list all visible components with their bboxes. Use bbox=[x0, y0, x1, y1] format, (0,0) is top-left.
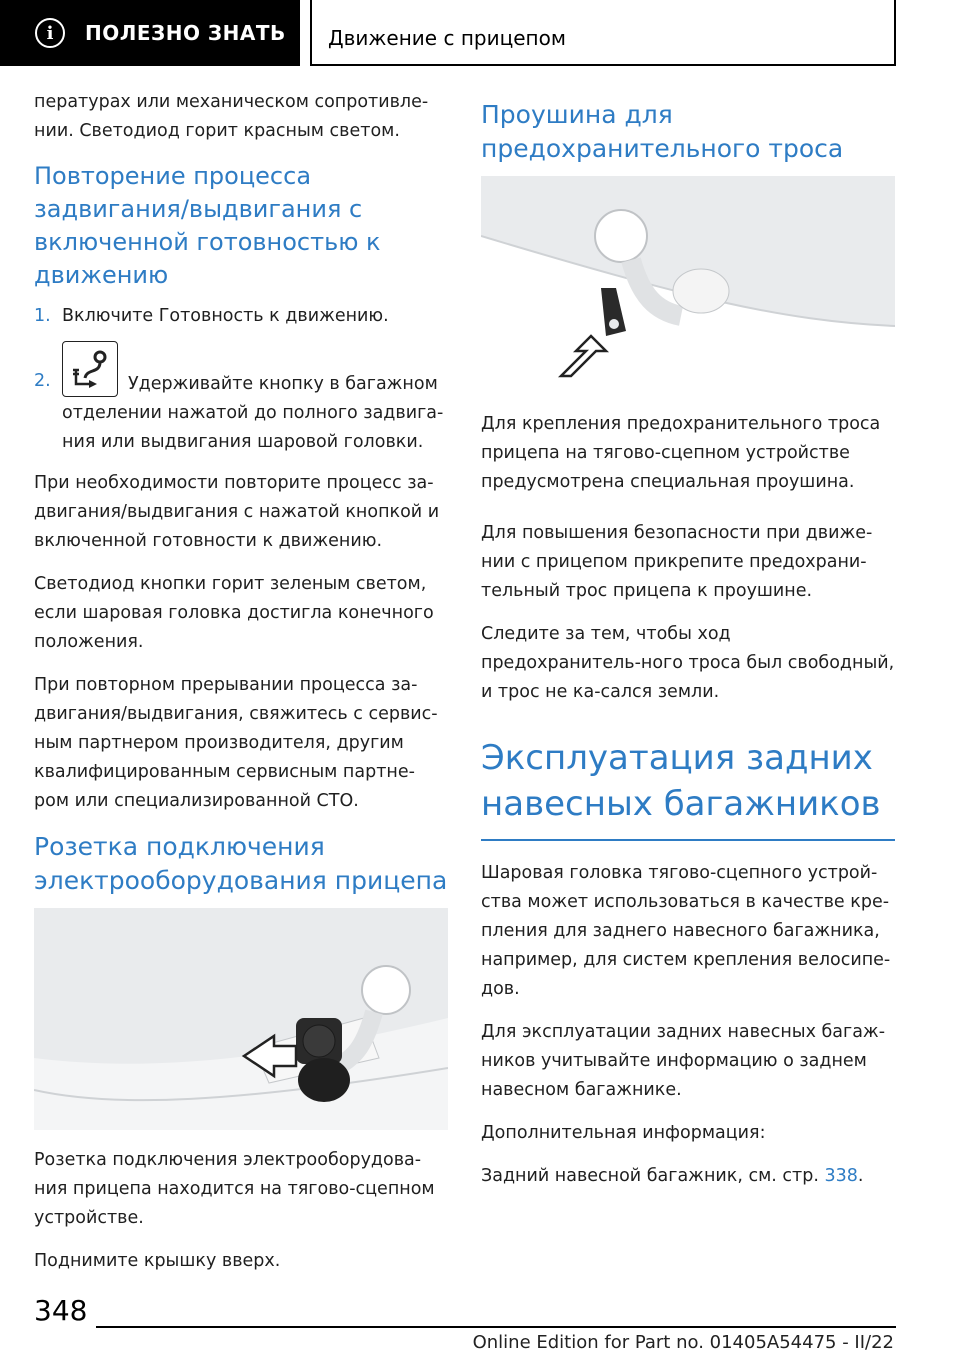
heading-repeat-process: Повторение процесса задвигания/выдвигания с включенной готовностью к движению bbox=[34, 162, 381, 289]
page-header bbox=[0, 0, 960, 66]
footer-divider bbox=[96, 1326, 896, 1328]
step-text: Включите Готовность к движению. bbox=[62, 306, 389, 326]
tow-hitch-button-icon bbox=[62, 341, 118, 397]
page-number: 348 bbox=[34, 1294, 88, 1327]
paragraph-repeated-interrupt: При повторном прерывании процесса за-двигания/выдвигания, свяжитесь с сервис-ным партнером производителя, другим квалифицированным сервисным партне-ром или специализированной СТО. bbox=[34, 675, 438, 811]
intro-paragraph: пературах или механическом сопротивле-нии. Светодиод горит красным светом. bbox=[34, 92, 429, 141]
paragraph-racks-2: Для эксплуатации задних навесных багаж-ников учитывайте информацию о заднем навесном багажнике. bbox=[481, 1022, 886, 1100]
step-number: 1. bbox=[34, 306, 51, 326]
step-item bbox=[34, 341, 448, 457]
right-column bbox=[481, 98, 895, 1205]
paragraph-reference bbox=[481, 1162, 895, 1191]
heading-rear-racks: Эксплуатация задних навесных багажников bbox=[481, 735, 895, 841]
reference-suffix: . bbox=[857, 1166, 864, 1186]
step-text: Удерживайте кнопку в багажном отделении нажатой до полного задвига-ния или выдвигания шаровой головки. bbox=[62, 374, 444, 452]
trailer-socket-illustration bbox=[34, 908, 448, 1130]
heading-safety-eye: Проушина для предохранительного троса bbox=[481, 100, 844, 163]
chapter-title: Движение с прицепом bbox=[328, 26, 566, 50]
heading-trailer-socket: Розетка подключения электрооборудования прицепа bbox=[34, 832, 448, 895]
step-item bbox=[34, 302, 448, 331]
paragraph-eye-2: Для повышения безопасности при движе-нии с прицепом прикрепите предохрани-тельный трос прицепа к проушине. bbox=[481, 523, 873, 601]
paragraph-repeat: При необходимости повторите процесс за-двигания/выдвигания с нажатой кнопкой и включенной готовности к движению. bbox=[34, 473, 440, 551]
paragraph-eye-1: Для крепления предохранительного троса прицепа на тягово-сцепном устройстве предусмотрена специальная проушина. bbox=[481, 414, 881, 492]
safety-eye-illustration bbox=[481, 176, 895, 386]
paragraph-eye-3: Следите за тем, чтобы ход предохранитель-ного троса был свободный, и трос не ка-сался земли. bbox=[481, 624, 895, 702]
chapter-tab[interactable] bbox=[310, 0, 896, 66]
paragraph-socket: Розетка подключения электрооборудова-ния прицепа находится на тягово-сцепном устройстве. bbox=[34, 1150, 435, 1228]
reference-prefix: Задний навесной багажник, см. стр. bbox=[481, 1166, 825, 1186]
step-number: 2. bbox=[34, 371, 51, 391]
edition-footer: Online Edition for Part no. 01405A54475 - II/22 bbox=[472, 1332, 894, 1353]
section-tab-label: ПОЛЕЗНО ЗНАТЬ bbox=[85, 21, 286, 45]
paragraph-racks-1: Шаровая головка тягово-сцепного устрой-ства может использоваться в качестве кре-пления для заднего навесного багажника, например, для систем крепления велосипе-дов. bbox=[481, 863, 891, 999]
section-tab-useful[interactable] bbox=[0, 0, 300, 66]
info-icon: i bbox=[35, 18, 65, 48]
paragraph-more-info: Дополнительная информация: bbox=[481, 1123, 766, 1143]
paragraph-lift-cover: Поднимите крышку вверх. bbox=[34, 1251, 281, 1271]
page-reference-link[interactable]: 338 bbox=[824, 1166, 858, 1186]
paragraph-led-green: Светодиод кнопки горит зеленым светом, если шаровая головка достигла конечного положения. bbox=[34, 574, 434, 652]
left-column bbox=[34, 88, 448, 1290]
